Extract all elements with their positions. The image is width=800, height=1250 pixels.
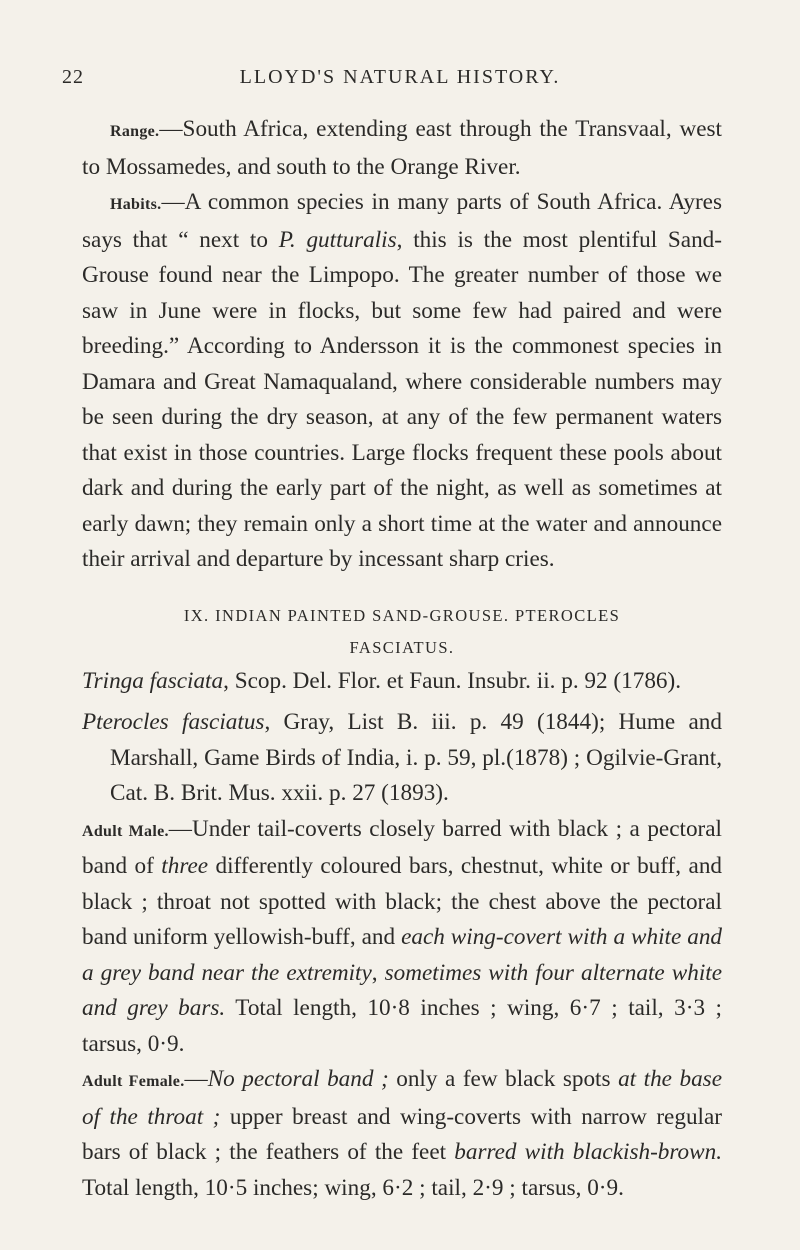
male-three: three xyxy=(161,853,209,879)
male-italic2: sometimes with four alternate white and grey bars. xyxy=(82,959,723,1021)
male-italic: each wing-covert with a white and a grey band near the extremity xyxy=(82,924,723,986)
male-text-d: Total length, 10·8 inches ; wing, 6·7 ; tail, 3·3 ; tarsus, 0·9. xyxy=(82,995,722,1057)
section-heading xyxy=(82,600,722,664)
habits-paragraph xyxy=(82,185,722,578)
section-heading-line1: IX. INDIAN PAINTED SAND-GROUSE. PTEROCLES xyxy=(183,605,621,625)
range-text: —South Africa, extending east through the Transvaal, west to Mossamedes, and south to the Orange River. xyxy=(82,116,722,180)
synonym-name: Pterocles fasciatus xyxy=(82,709,265,735)
page-body xyxy=(82,112,722,1206)
female-italic: No pectoral band ; xyxy=(207,1066,389,1092)
habits-label: Habits. xyxy=(110,196,162,213)
range-paragraph xyxy=(82,112,722,185)
habits-text-b: , this is the most plentiful Sand-Grouse found near the Limpopo. The greater number of those we saw in June were in flocks, but some few had paired and were breeding.” According to Andersson it is the commonest species in Damara and Great Namaqualand, where considerable numbers may be seen during the dry season, at any of the few permanent waters that exist in those countries. Large flocks frequent these pools about dark and during the early part of the night, as well as sometimes at early dawn; they remain only a short time at the water and announce their arrival and departure by incessant sharp cries. xyxy=(82,226,722,572)
synonym-citation: , Scop. Del. Flor. et Faun. Insubr. ii. p. 92 (1786). xyxy=(223,667,682,694)
male-text-c: , xyxy=(371,959,385,986)
section-heading-line2: FASCIATUS. xyxy=(349,637,455,657)
synonym-citation: , Gray, List B. iii. p. 49 (1844); Hume and Marshall, Game Birds of India, i. p. 59, pl.(1878) ; Ogilvie-Grant, Cat. B. Brit. Mus. xxii. p. 27 (1893). xyxy=(110,709,722,806)
female-text-b: only a few black spots xyxy=(388,1066,619,1092)
habits-text-a: —A common species in many parts of South Africa. Ayres says that “ next to xyxy=(82,189,722,253)
male-text-a: —Under tail-coverts closely barred with black ; a pectoral band of xyxy=(82,815,723,879)
adult-female-paragraph xyxy=(82,1062,722,1206)
synonym-name: Tringa fasciata xyxy=(82,667,224,694)
female-text-d: Total length, 10·5 inches; wing, 6·2 ; tail, 2·9 ; tarsus, 0·9. xyxy=(82,1174,624,1201)
page-header xyxy=(62,66,738,100)
adult-male-label: Adult Male. xyxy=(82,822,169,840)
female-text-c: upper breast and wing-coverts with narrow regular bars of black ; the feathers of the feet xyxy=(82,1103,722,1165)
running-head: LLOYD'S NATURAL HISTORY. xyxy=(239,66,561,88)
adult-female-label: Adult Female. xyxy=(82,1073,185,1090)
range-label: Range. xyxy=(110,123,160,140)
page-number: 22 xyxy=(62,66,84,88)
female-italic3: barred with blackish-brown. xyxy=(454,1139,722,1165)
female-text-a: — xyxy=(184,1066,208,1092)
male-text-b: differently coloured bars, chestnut, white or buff, and black ; throat not spotted with black; the chest above the pectoral band uniform yellowish-buff, and xyxy=(82,853,723,950)
synonym-entry xyxy=(82,705,722,812)
synonym-entry xyxy=(82,664,722,700)
female-italic2: at the base of the throat ; xyxy=(82,1066,722,1130)
adult-male-paragraph xyxy=(82,812,722,1063)
habits-species-name: P. gutturalis xyxy=(278,226,397,253)
